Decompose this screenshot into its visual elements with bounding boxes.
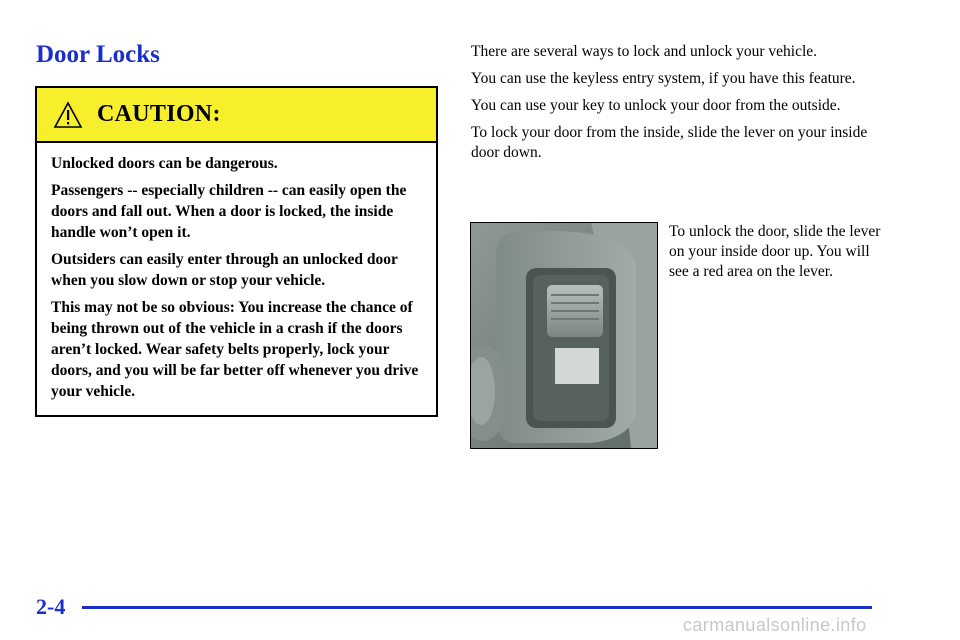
page-title: Door Locks: [36, 41, 160, 68]
door-lock-lever-photo: [470, 222, 658, 449]
body-paragraph: To lock your door from the inside, slide the lever on your inside door down.: [471, 124, 868, 161]
body-text: [471, 42, 891, 170]
body-paragraph: You can use the keyless entry system, if you have this feature.: [471, 70, 856, 87]
caution-paragraph: Outsiders can easily enter through an unlocked door when you slow down or stop your vehicle.: [51, 251, 398, 289]
caution-box: [35, 86, 438, 417]
caution-label: CAUTION:: [97, 101, 221, 127]
page-number: 2-4: [36, 594, 66, 619]
warning-triangle-icon: [53, 101, 83, 129]
watermark: carmanualsonline.info: [683, 615, 867, 635]
caution-paragraph: Passengers -- especially children -- can easily open the doors and fall out. When a door is locked, the inside handle won’t open it.: [51, 182, 407, 241]
caution-text: [37, 143, 436, 402]
caution-paragraph: This may not be so obvious: You increase the chance of being thrown out of the vehicle in a crash if the doors aren’t locked. Wear safety belts properly, lock your doors, and you will be far better off whenever you drive your vehicle.: [51, 299, 419, 400]
photo-caption: To unlock the door, slide the lever on your inside door up. You will see a red area on the lever.: [669, 223, 881, 280]
caution-paragraph: Unlocked doors can be dangerous.: [51, 155, 278, 172]
footer-rule: [82, 606, 872, 609]
caution-header: [37, 88, 436, 143]
body-paragraph: You can use your key to unlock your door from the outside.: [471, 97, 841, 114]
body-paragraph: There are several ways to lock and unlock your vehicle.: [471, 43, 818, 60]
